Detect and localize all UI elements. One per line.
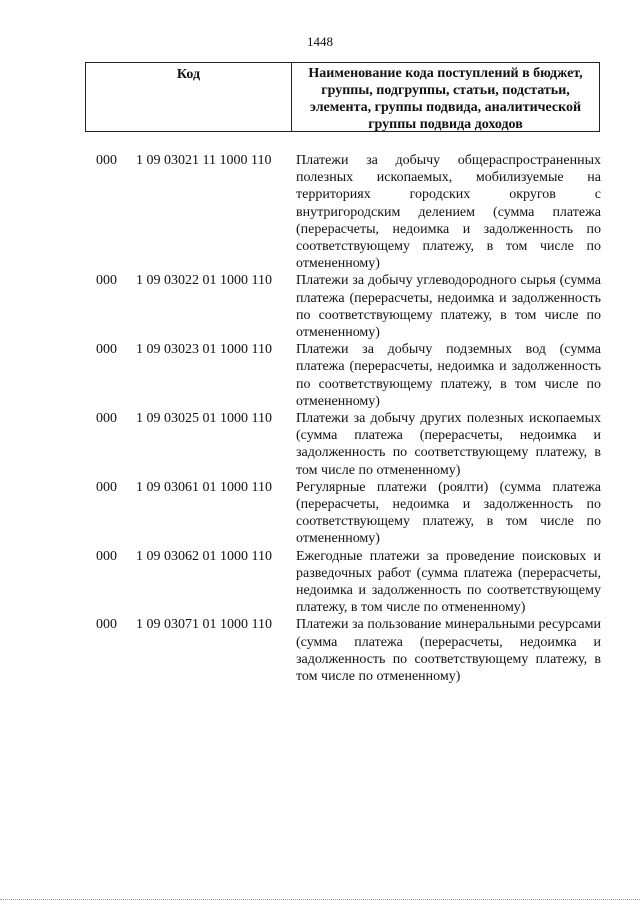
admin-code: 000 <box>96 548 117 564</box>
scan-edge-divider <box>0 899 640 900</box>
table-row <box>96 272 601 341</box>
revenue-code: 1 09 03061 01 1000 110 <box>136 479 272 495</box>
table-header <box>85 62 600 132</box>
admin-code: 000 <box>96 479 117 495</box>
table-row <box>96 152 601 272</box>
revenue-description: Платежи за добычу подземных вод (сумма платежа (перерасчеты, недоимка и задолженность по соответствующему платежу, в том числе по отмененному) <box>296 342 601 409</box>
revenue-description: Платежи за добычу других полезных ископаемых (сумма платежа (перерасчеты, недоимка и задолженность по соответствующему платежу, в том числе по отмененному) <box>296 411 601 478</box>
revenue-code: 1 09 03023 01 1000 110 <box>136 342 272 358</box>
revenue-description: Платежи за добычу общераспространенных полезных ископаемых, мобилизуемые на территориях городских округов с внутригородским делением (сумма платежа (перерасчеты, недоимка и задолженность по соответствующему платежу, в том числе по отмененному) <box>296 153 601 272</box>
revenue-description: Ежегодные платежи за проведение поисковых и разведочных работ (сумма платежа (перерасчеты, недоимка и задолженность по соответствующему платежу, в том числе по отмененному) <box>296 548 601 616</box>
admin-code: 000 <box>96 617 117 633</box>
admin-code: 000 <box>96 273 117 289</box>
header-name-column: Наименование кода поступлений в бюджет, группы, подгруппы, статьи, подстатьи, элемента, группы подвида, аналитической группы подвида доходов <box>308 66 583 132</box>
admin-code: 000 <box>96 153 117 168</box>
table-row <box>96 479 601 548</box>
revenue-code-list <box>96 152 601 685</box>
admin-code: 000 <box>96 342 117 358</box>
revenue-code: 1 09 03025 01 1000 110 <box>136 411 272 427</box>
revenue-description: Регулярные платежи (роялти) (сумма платежа (перерасчеты, недоимка и задолженность по соответствующему платежу, в том числе по отмененному) <box>296 479 601 547</box>
table-row <box>96 410 601 479</box>
revenue-description: Платежи за добычу углеводородного сырья (сумма платежа (перерасчеты, недоимка и задолженность по соответствующему платежу, в том числе по отмененному) <box>296 273 601 341</box>
table-row <box>96 616 601 685</box>
table-row <box>96 548 601 617</box>
header-code-column: Код <box>86 63 292 131</box>
admin-code: 000 <box>96 411 117 427</box>
table-row <box>96 341 601 410</box>
revenue-code: 1 09 03021 11 1000 110 <box>136 153 272 168</box>
revenue-code: 1 09 03022 01 1000 110 <box>136 273 272 289</box>
revenue-description: Платежи за пользование минеральными ресурсами (сумма платежа (перерасчеты, недоимка и задолженность по соответствующему платежу, в том числе по отмененному) <box>296 617 601 685</box>
revenue-code: 1 09 03062 01 1000 110 <box>136 548 272 564</box>
page-number: 1448 <box>307 34 333 49</box>
revenue-code: 1 09 03071 01 1000 110 <box>136 617 272 633</box>
